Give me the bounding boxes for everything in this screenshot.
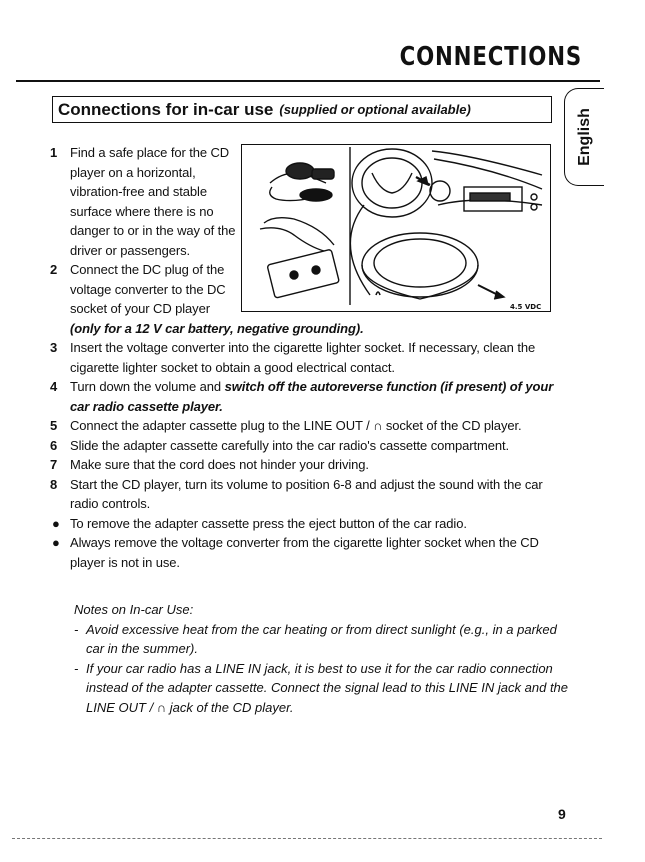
language-tab-label: English bbox=[575, 108, 593, 166]
note-dash: - bbox=[74, 660, 79, 676]
step-item bbox=[50, 436, 562, 456]
page-number: 9 bbox=[558, 806, 566, 822]
bullet-item bbox=[50, 533, 562, 572]
bullet-icon: ● bbox=[52, 535, 60, 550]
page-title: CONNECTIONS bbox=[399, 42, 583, 72]
bullet-icon: ● bbox=[52, 515, 60, 531]
step-number: 1 bbox=[50, 145, 58, 160]
step-item bbox=[50, 475, 562, 514]
bullet-text: To remove the adapter cassette press the eject button of the car radio. bbox=[70, 515, 467, 531]
step-number: 7 bbox=[50, 457, 58, 472]
title-rule bbox=[16, 80, 600, 82]
step-item bbox=[50, 455, 562, 475]
step-item bbox=[50, 416, 562, 436]
step-number: 8 bbox=[50, 476, 58, 492]
instructions bbox=[50, 143, 562, 572]
note-item bbox=[74, 620, 574, 659]
note-dash: - bbox=[74, 621, 79, 637]
step-text: Find a safe place for the CD player on a horizontal, vibration-free and stable surface where there is no danger to or in the way of the driver or passengers. bbox=[70, 145, 236, 258]
step-text: Start the CD player, turn its volume to position 6-8 and adjust the sound with the car radio controls. bbox=[70, 476, 543, 511]
step-item bbox=[50, 338, 562, 377]
step-item bbox=[50, 143, 250, 260]
bottom-rule bbox=[12, 838, 602, 839]
step-emphasis: switch off the autoreverse function (if present) of your car radio cassette player. bbox=[70, 379, 554, 414]
language-tab bbox=[564, 88, 604, 186]
step-text: Make sure that the cord does not hinder your driving. bbox=[70, 457, 369, 472]
note-text: Avoid excessive heat from the car heating or from direct sunlight (e.g., in a parked car in the summer). bbox=[86, 621, 557, 656]
step-number: 3 bbox=[50, 340, 58, 355]
section-title: Connections for in-car use bbox=[58, 99, 274, 119]
step-number: 6 bbox=[50, 437, 58, 453]
step-emphasis: (only for a 12 V car battery, negative grounding). bbox=[70, 320, 364, 336]
section-subtitle: (supplied or optional available) bbox=[279, 102, 471, 117]
notes-heading: Notes on In-car Use: bbox=[74, 602, 194, 617]
step-text: Slide the adapter cassette carefully into the car radio's cassette compartment. bbox=[70, 437, 509, 453]
step-text: Connect the DC plug of the voltage converter to the DC socket of your CD player bbox=[70, 262, 226, 316]
note-item bbox=[74, 659, 574, 718]
step-text: Turn down the volume and bbox=[70, 379, 222, 394]
step-number: 5 bbox=[50, 418, 58, 433]
step-item bbox=[50, 260, 562, 338]
voltage-label: 4.5 VDC bbox=[510, 303, 542, 311]
bullet-text: Always remove the voltage converter from the cigarette lighter socket when the CD player is not in use. bbox=[70, 535, 539, 570]
step-item bbox=[50, 377, 562, 416]
bullet-item bbox=[50, 514, 562, 534]
note-text: If your car radio has a LINE IN jack, it is best to use it for the car radio connection instead of the adapter cassette. Connect the signal lead to this LINE IN jack and the LINE OUT / ∩ jack of the CD player. bbox=[86, 660, 569, 715]
step-text: Connect the adapter cassette plug to the LINE OUT / ∩ socket of the CD player. bbox=[70, 418, 522, 433]
notes-section bbox=[74, 600, 574, 717]
section-heading-box bbox=[52, 96, 552, 123]
step-text: Insert the voltage converter into the cigarette lighter socket. If necessary, clean the cigarette lighter socket to obtain a good electrical contact. bbox=[70, 340, 536, 375]
step-number: 2 bbox=[50, 262, 58, 277]
step-number: 4 bbox=[50, 379, 58, 394]
